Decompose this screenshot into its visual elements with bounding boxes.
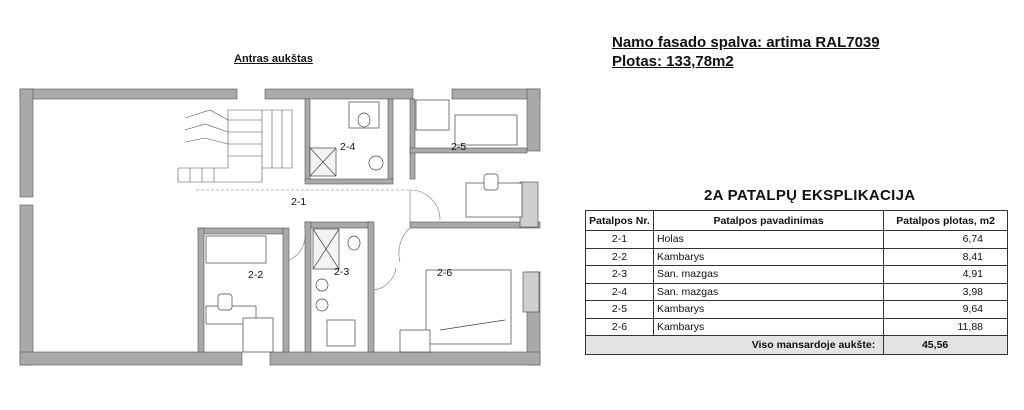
table-row xyxy=(586,283,1008,301)
wall-north-left xyxy=(20,89,237,99)
cell-area: 9,64 xyxy=(884,301,1008,319)
wall-2-2-north xyxy=(198,228,283,234)
explication-title: 2A PATALPŲ EKSPLIKACIJA xyxy=(704,187,916,204)
wall-2-5-south xyxy=(410,148,527,153)
room-label-2-5: 2-5 xyxy=(451,141,467,153)
wall-north-mid xyxy=(265,89,413,99)
room-2-2-furniture xyxy=(206,236,273,352)
cell-name: Kambarys xyxy=(653,248,883,266)
shaft-east xyxy=(520,182,538,227)
cell-area: 3,98 xyxy=(884,283,1008,301)
door-swing-2-3 xyxy=(374,268,396,290)
cell-nr: 2-3 xyxy=(586,266,654,284)
total-row xyxy=(586,336,1008,355)
wall-2-4-south xyxy=(305,179,393,184)
room-label-2-1: 2-1 xyxy=(291,196,307,208)
door-swing-2-6 xyxy=(410,190,440,220)
cell-name: San. mazgas xyxy=(653,266,883,284)
wall-west-lower xyxy=(20,205,33,365)
cell-area: 11,88 xyxy=(884,318,1008,336)
area-text: Plotas: 133,78m2 xyxy=(612,53,734,70)
cell-area: 6,74 xyxy=(884,231,1008,249)
column-header-area: Patalpos plotas, m2 xyxy=(884,211,1008,231)
door-swing-2-6b xyxy=(399,228,410,262)
cell-nr: 2-6 xyxy=(586,318,654,336)
column-header-nr: Patalpos Nr. xyxy=(586,211,654,231)
wall-south-right xyxy=(270,352,540,365)
cell-name: Kambarys xyxy=(653,301,883,319)
wall-2-4-west xyxy=(305,99,310,181)
cell-nr: 2-1 xyxy=(586,231,654,249)
wall-2-2-west xyxy=(198,228,204,352)
wall-east-upper xyxy=(527,89,540,151)
bathroom-2-4-fixtures xyxy=(310,102,383,176)
cell-name: San. mazgas xyxy=(653,283,883,301)
room-label-2-6: 2-6 xyxy=(437,267,453,279)
table-row xyxy=(586,266,1008,284)
cell-area: 4,91 xyxy=(884,266,1008,284)
bathroom-2-3-fixtures xyxy=(313,229,360,346)
room-label-2-4: 2-4 xyxy=(340,141,356,153)
staircase xyxy=(178,110,292,182)
wall-2-4-east xyxy=(388,99,393,181)
cell-name: Kambarys xyxy=(653,318,883,336)
header-info xyxy=(612,33,880,71)
wall-2-3-east xyxy=(368,222,374,352)
cell-area: 8,41 xyxy=(884,248,1008,266)
total-label: Viso mansardoje aukšte: xyxy=(586,336,884,355)
cell-nr: 2-2 xyxy=(586,248,654,266)
wall-south-left xyxy=(20,352,242,365)
total-value: 45,56 xyxy=(884,336,1008,355)
room-label-2-3: 2-3 xyxy=(334,266,350,278)
wall-2-3-north xyxy=(305,222,373,228)
cell-name: Holas xyxy=(653,231,883,249)
shaft-east-lower xyxy=(523,272,539,312)
wall-west-upper xyxy=(20,89,33,197)
facade-color-text: Namo fasado spalva: artima RAL7039 xyxy=(612,34,880,51)
column-header-name: Patalpos pavadinimas xyxy=(653,211,883,231)
room-2-6-furniture xyxy=(400,270,511,352)
wall-2-3-west xyxy=(305,222,311,352)
wall-2-2-east xyxy=(283,228,289,352)
table-row xyxy=(586,301,1008,319)
table-row xyxy=(586,318,1008,336)
table-row xyxy=(586,248,1008,266)
cell-nr: 2-5 xyxy=(586,301,654,319)
table-header-row xyxy=(586,211,1008,231)
cell-nr: 2-4 xyxy=(586,283,654,301)
wall-2-5-west xyxy=(410,99,415,179)
floor-plan-title: Antras aukštas xyxy=(234,53,313,65)
explication-table xyxy=(585,210,1008,355)
table-row xyxy=(586,231,1008,249)
room-label-2-2: 2-2 xyxy=(248,269,264,281)
door-swing-2-2 xyxy=(289,236,305,260)
